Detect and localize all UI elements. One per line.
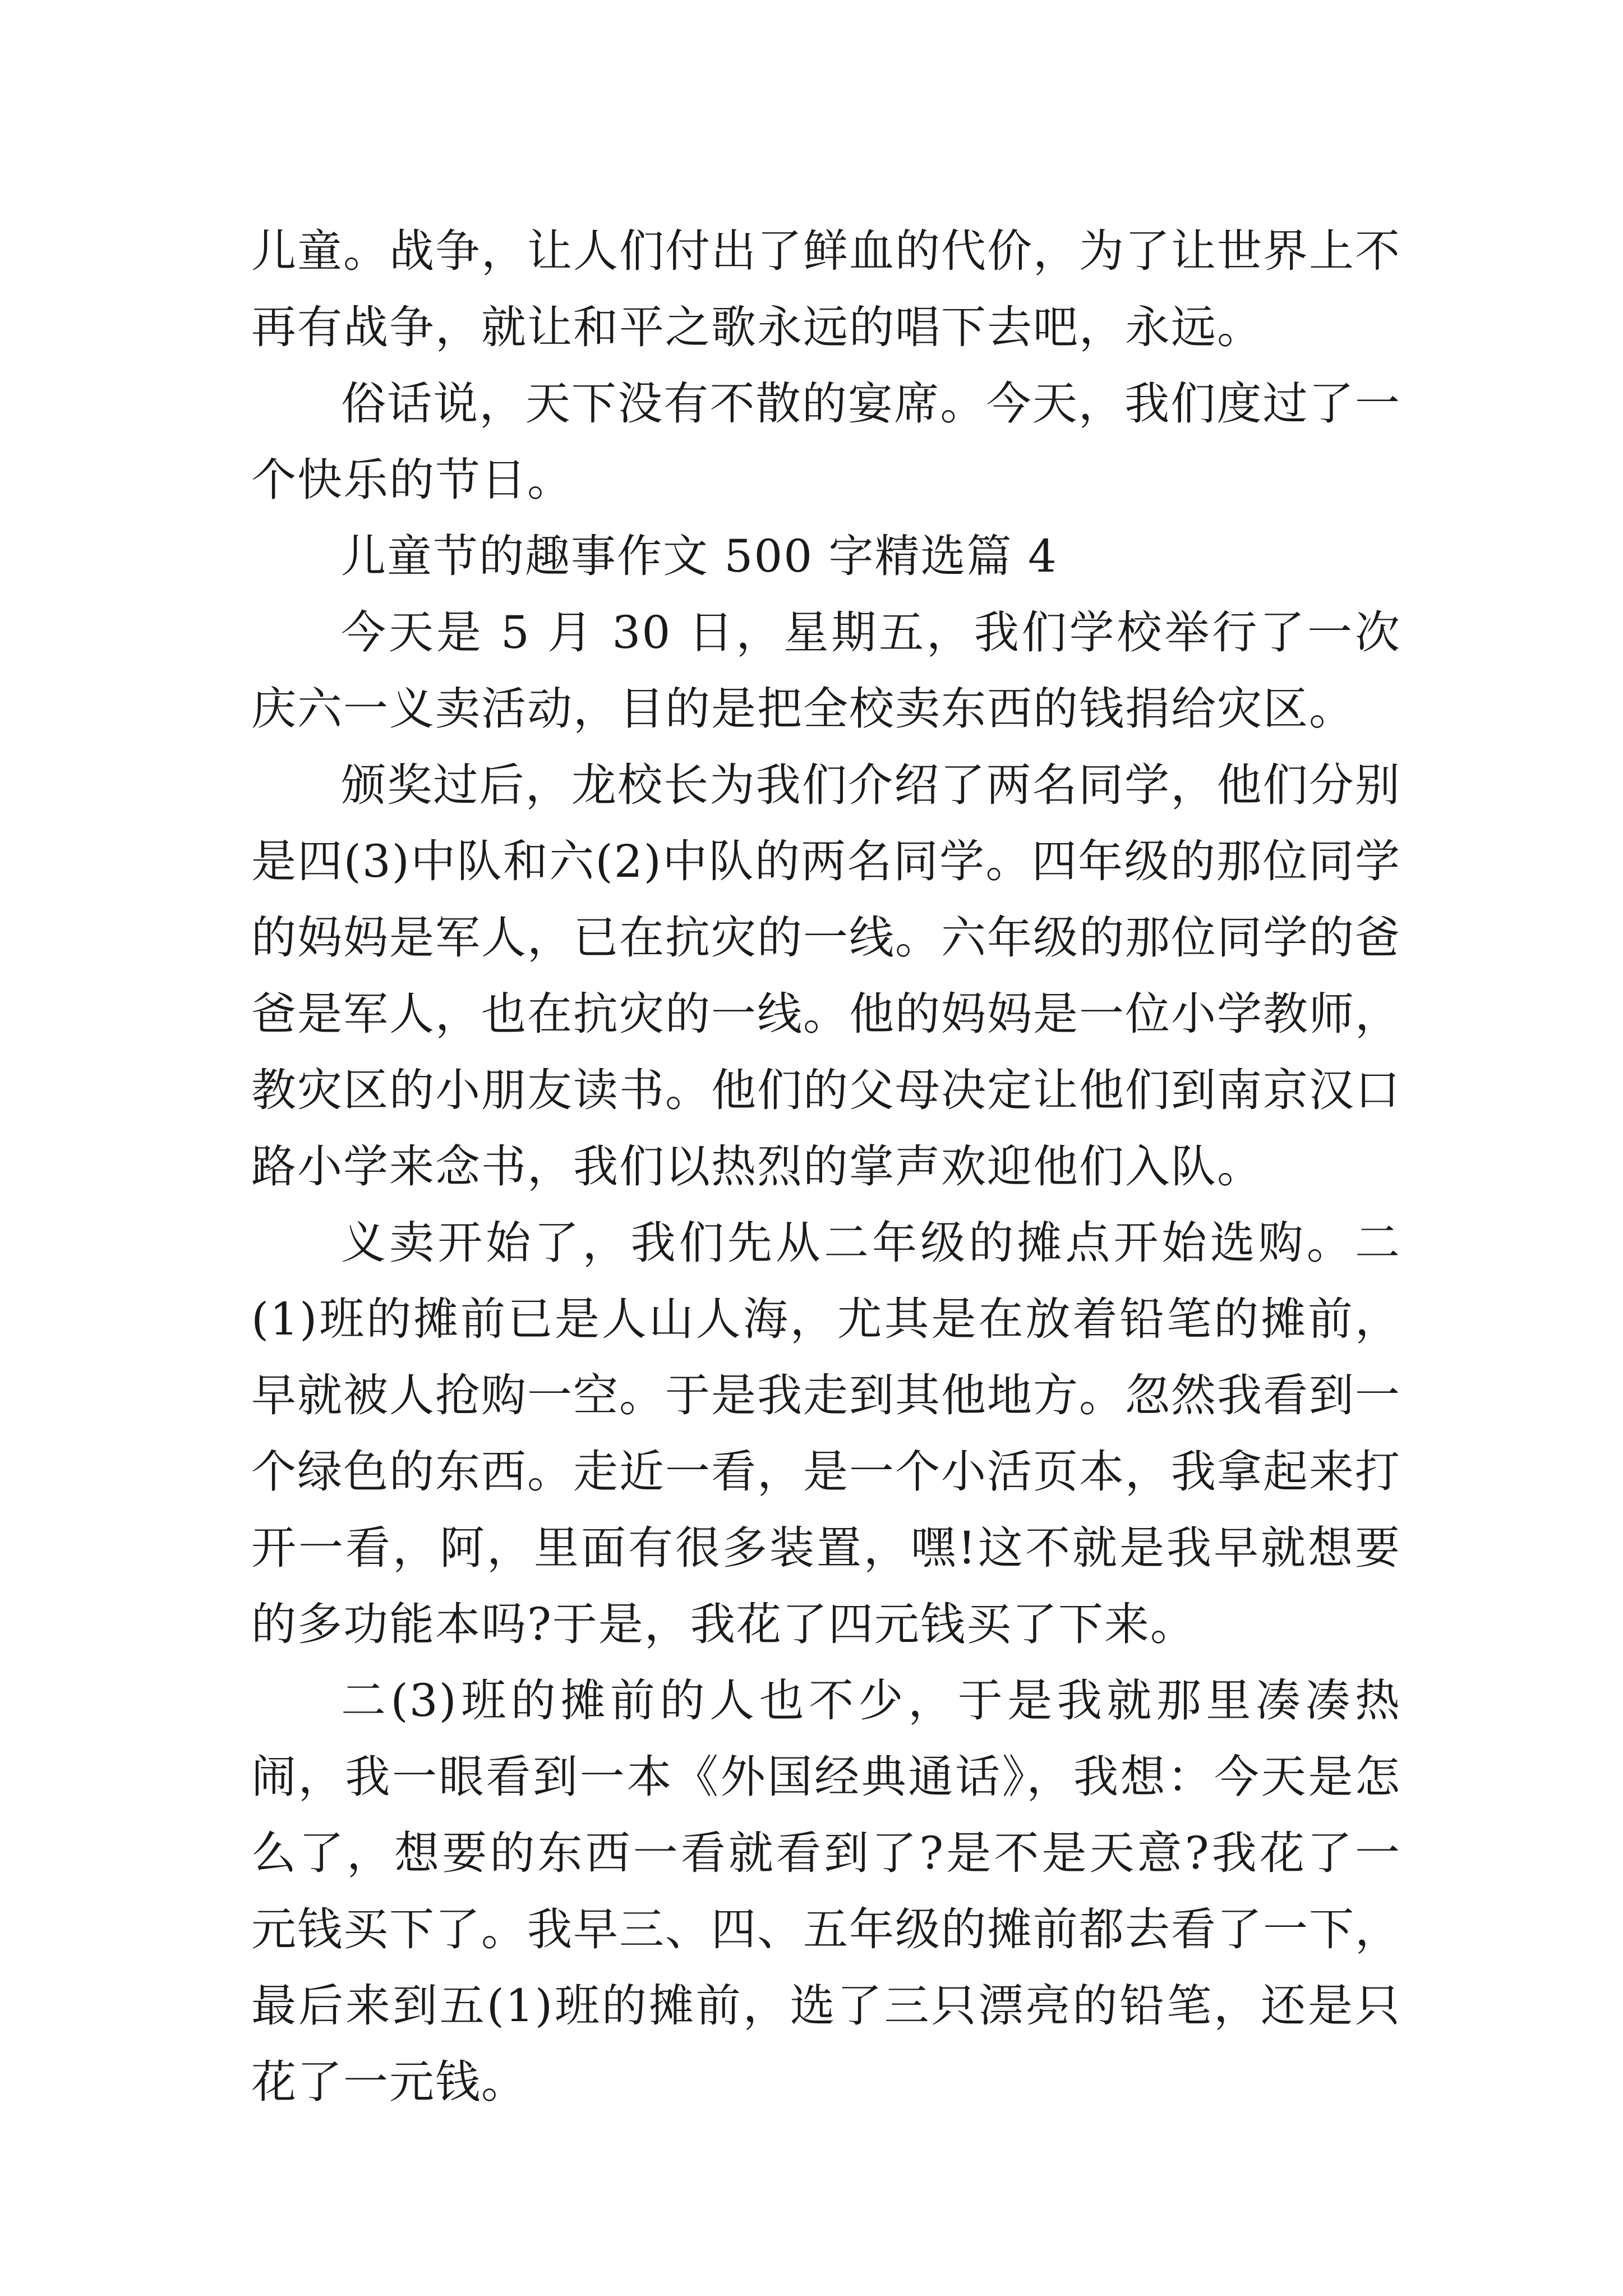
paragraph-5: 义卖开始了，我们先从二年级的摊点开始选购。二(1)班的摊前已是人山人海，尤其是在放着铅笔的摊前，早就被人抢购一空。于是我走到其他地方。忽然我看到一个绿色的东西。走近一看，是一个小活页本，我拿起来打开一看，阿，里面有很多装置，嘿!这不就是我早就想要的多功能本吗?于是，我花了四元钱买了下来。 xyxy=(251,1217,1401,1650)
paragraph-6: 二(3)班的摊前的人也不少，于是我就那里凑凑热闹，我一眼看到一本《外国经典通话》，我想：今天是怎么了，想要的东西一看就看到了?是不是天意?我花了一元钱买下了。我早三、四、五年级的摊前都去看了一下，最后来到五(1)班的摊前，选了三只漂亮的铅笔，还是只花了一元钱。 xyxy=(251,1674,1401,2108)
section-heading: 儿童节的趣事作文 500 字精选篇 4 xyxy=(341,530,1058,582)
paragraph-4: 颁奖过后，龙校长为我们介绍了两名同学，他们分别是四(3)中队和六(2)中队的两名同学。四年级的那位同学的妈妈是军人，已在抗灾的一线。六年级的那位同学的爸爸是军人，也在抗灾的一线。他的妈妈是一位小学教师，教灾区的小朋友读书。他们的父母决定让他们到南京汉口路小学来念书，我们以热烈的掌声欢迎他们入队。 xyxy=(251,759,1401,1193)
paragraph-1: 儿童。战争，让人们付出了鲜血的代价，为了让世界上不再有战争，就让和平之歌永远的唱下去吧，永远。 xyxy=(251,225,1401,353)
paragraph-3: 今天是 5 月 30 日，星期五，我们学校举行了一次庆六一义卖活动，目的是把全校卖东西的钱捐给灾区。 xyxy=(251,606,1401,735)
document-body xyxy=(251,213,1401,2120)
paragraph-2: 俗话说，天下没有不散的宴席。今天，我们度过了一个快乐的节日。 xyxy=(251,378,1401,506)
